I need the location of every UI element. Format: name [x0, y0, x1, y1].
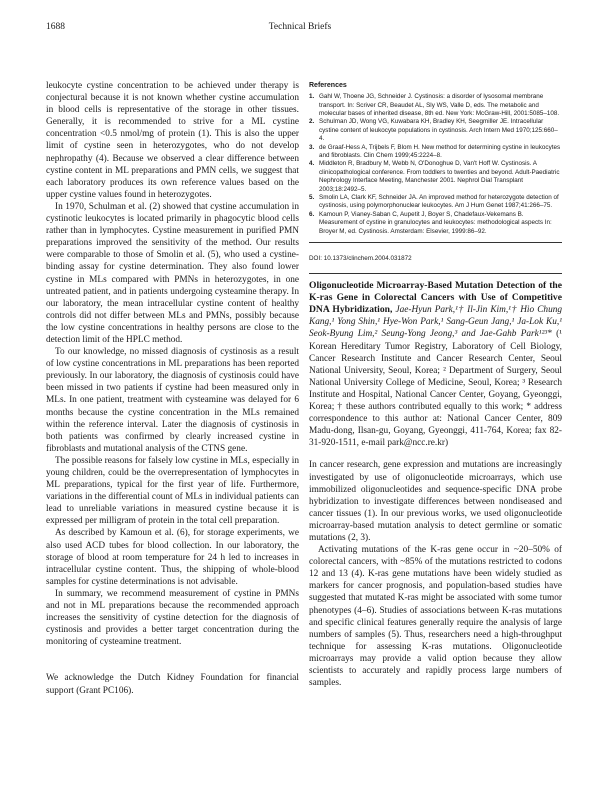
- reference-text: Smolin LA, Clark KF, Schneider JA. An improved method for heterozygote detection of cystinosis, using polymorphonuclear leukocytes. Am J Hum Genet 1987;41:266–75.: [319, 193, 559, 210]
- body-paragraph: In cancer research, gene expression and mutations are increasingly investigated by use of oligonucleotide microarrays, which use immobilized oligonucleotides and sequence-specific DNA probe hybridization to investigate differences between nondiseased and cancer tissues (1). In our previous works, we used oligonucleotide microarray-based mutation analysis to detect germline or somatic mutations (2, 3).: [309, 460, 562, 543]
- reference-number: 3.: [309, 143, 315, 151]
- body-paragraph: Activating mutations of the K-ras gene occur in ~20–50% of colorectal cancers, with ~85% of the mutations restricted to codons 12 and 13 (4). K-ras gene mutations have been widely studied as markers for cancer prognosis, and population-based studies have suggested that mutated K-ras might be associated with some tumor phenotypes (4–6). Studies of associations between K-ras mutations and specific clinical features generally require the analysis of large numbers of samples (5). Thus, researchers need a high-throughput technique for assessing K-ras mutations. Oligonucleotide microarrays may provide a valid option because they allow scientists to accurately and rapidly process large numbers of samples.: [309, 545, 562, 689]
- reference-text: Gahl W, Thoene JG, Schneider J. Cystinosis: a disorder of lysosomal membrane transport. In: Scriver CR, Beaudet AL, Sly WS, Valle D, eds. The metabolic and molecular bases of inherited disease, 8th ed. New York: McGraw-Hill, 2001:5085–108.: [319, 93, 560, 117]
- doi-link[interactable]: DOI: 10.1373/clinchem.2004.031872: [309, 255, 412, 262]
- divider: [309, 242, 562, 243]
- article-affiliations: (¹ Korean Hereditary Tumor Registry, Laboratory of Cell Biology, Cancer Research Institute and Cancer Research Center, Seoul National University, Seoul, Korea; ² Department of Surgery, Seoul National University College of Medicine, Seoul, Korea; ³ Research Institute and Hospital, National Cancer Center, Goyang, Gyeonggi, Korea; † these authors contributed equally to this work; * address correspondence to this author at: National Cancer Center, 809 Madu-dong, Ilsan-gu, Goyang, Gyeonggi, 411-764, Korea; fax 82-31-920-1511, e-mail park@ncc.re.kr): [309, 329, 562, 449]
- reference-item: [309, 118, 562, 143]
- body-paragraph: To our knowledge, no missed diagnosis of cystinosis as a result of low cystine concentrations in ML preparations has been reported previously. In our laboratory, the diagnosis of cystinosis could have been missed in two patients if cystine had been measured only in MLs. In one patient, treatment with cysteamine was delayed for 6 months because the cystine concentration in the MLs remained within the reference interval. Later the diagnosis of cystinosis in both patients was confirmed by clearly increased cystine in fibroblasts and mutational analysis of the CTNS gene.: [46, 347, 299, 454]
- reference-text: Middleton R, Bradbury M, Webb N, O'Donoghue D, Van't Hoff W. Cystinosis. A clinicopathological conference. From toddlers to twenties and beyond. Adult-Paediatric Nephrology Interface Meeting, Manchester 2001. Nephrol Dial Transplant 2003;18:2492–5.: [319, 160, 560, 193]
- running-title: Technical Briefs: [268, 22, 332, 32]
- right-column: [309, 80, 562, 689]
- reference-list: [309, 93, 562, 236]
- body-paragraph: In 1970, Schulman et al. (2) showed that cystine accumulation in cystinotic leukocytes is located primarily in phagocytic blood cells rather than in lymphocytes. Cystine measurement in purified PMN preparations improved the sensitivity of the method. Our results were comparable to those of Smolin et al. (5), who used a cystine-binding assay for cystine determination. They also found lower cystine in MLs compared with PMNs in heterozygotes, in one untreated patient, and in patients undergoing cysteamine therapy. In our laboratory, the mean intracellular cystine content of healthy controls did not differ between MLs and PMNs, possibly because the low cystine concentrations in healthy persons are close to the detection limit of the HPLC method.: [46, 201, 299, 345]
- reference-item: [309, 144, 562, 161]
- acknowledgment: We acknowledge the Dutch Kidney Foundation for financial support (Grant PC106).: [46, 673, 299, 696]
- page-number: 1688: [46, 22, 65, 32]
- body-paragraph: As described by Kamoun et al. (6), for storage experiments, we also used ACD tubes for blood collection. In our laboratory, the storage of blood at room temperature for 24 h led to increases in intracellular cystine content. Thus, the shipping of whole-blood samples for cystine determinations is not advisable.: [46, 528, 299, 587]
- reference-text: Kamoun P, Vianey-Saban C, Aupetit J, Boyer S, Chadefaux-Vekemans B. Measurement of cystine in granulocytes and leukocytes: methodological aspects In: Broyer M, ed. Cystinosis. Amsterdam: Elsevier, 1999:86–92.: [319, 210, 552, 235]
- body-paragraph: In summary, we recommend measurement of cystine in PMNs and not in ML preparations because the recommended approach increases the sensitivity of cystine detection for the diagnosis of cystinosis and provides a better target concentration during the monitoring of cysteamine treatment.: [46, 588, 299, 648]
- references-heading: References: [309, 82, 347, 89]
- reference-text: de Graaf-Hess A, Trijbels F, Blom H. New method for determining cystine in leukocytes and fibroblasts. Clin Chem 1999;45:2224–8.: [319, 143, 561, 159]
- divider: [309, 273, 562, 274]
- article-title: Oligonucleotide Microarray-Based Mutation Detection of the K-ras Gene in Colorectal Cancers with Use of Competitive DNA Hybridization,: [309, 280, 562, 316]
- body-paragraph: leukocyte cystine concentration to be achieved under therapy is conjectural because it is not known whether cystine accumulation in blood cells is representative of the storage in other tissues. Generally, it is recommended to strive for a ML cystine concentration <0.5 nmol/mg of protein (1). This is also the upper limit of cystine seen in heterozygotes, who do not develop nephropathy (4). Because we observed a clear difference between cystine content in ML preparations and PMN cells, we suggest that each laboratory produces its own reference values based on the upper cystine values found in heterozygotes.: [46, 81, 299, 200]
- body-paragraph: The possible reasons for falsely low cystine in MLs, especially in young children, could be the overrepresentation of lymphocytes in ML preparations, typical for the first year of life. Furthermore, variations in the differential count of MLs in individual patients can lead to unreliable variations in measured cystine because it is expressed per milligram of protein in the total cell preparation.: [46, 455, 299, 527]
- reference-number: 5.: [309, 193, 315, 201]
- article-body: [309, 459, 562, 689]
- reference-item: [309, 194, 562, 211]
- reference-number: 1.: [309, 93, 315, 101]
- reference-number: 2.: [309, 118, 315, 126]
- reference-item: [309, 211, 562, 236]
- reference-item: [309, 93, 562, 118]
- reference-text: Schulman JD, Wong VG, Kuwabara KH, Bradley KH, Seegmiller JE. Intracellular cystine content of leukocyte populations in cystinosis. Arch Intern Med 1970;125:660–4.: [319, 118, 558, 143]
- references-section: [309, 80, 562, 274]
- reference-number: 4.: [309, 160, 315, 168]
- reference-number: 6.: [309, 210, 315, 218]
- left-column: [46, 80, 299, 697]
- article-authors: Jae-Hyun Park,¹† Il-Jin Kim,¹† Hio Chung Kang,¹ Yong Shin,¹ Hye-Won Park,¹ Sang-Geun Jang,¹ Ja-Lok Ku,¹ Seok-Byung Lim,² Seung-Yong Jeong,³ and Jae-Gahb Park¹²³*: [309, 305, 563, 340]
- article-byline: [309, 280, 562, 449]
- reference-item: [309, 160, 562, 194]
